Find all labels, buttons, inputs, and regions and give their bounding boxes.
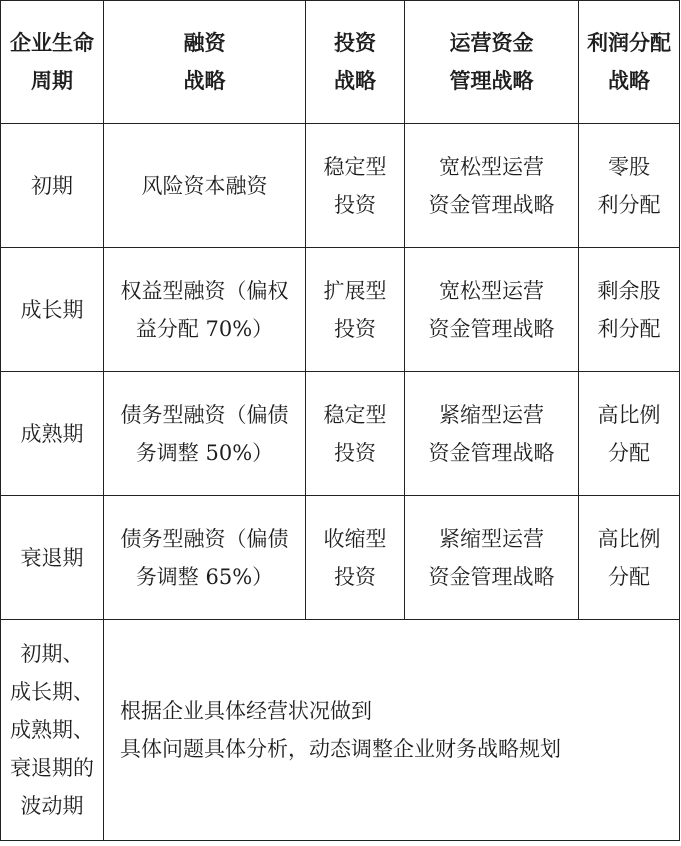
header-text: 管理战略 [449, 69, 534, 93]
cell-text: 债务型融资（偏债 [120, 402, 289, 427]
investment-cell [306, 124, 405, 248]
fluctuation-row [1, 620, 680, 841]
profit-distribution-cell [579, 248, 680, 372]
cell-text: 紧缩型运营 [439, 526, 544, 551]
financing-cell [104, 372, 306, 496]
cell-text: 波动期 [20, 794, 84, 818]
investment-cell [306, 372, 405, 496]
cell-text: 分配 [608, 440, 650, 465]
lifecycle-cell [1, 248, 104, 372]
lifecycle-cell [1, 496, 104, 620]
header-text: 战略 [608, 69, 650, 93]
cell-text: 剩余股 [597, 278, 661, 303]
financing-cell [104, 124, 306, 248]
header-investment [306, 1, 405, 124]
cell-text: 成熟期、 [10, 718, 94, 742]
cell-text: 根据企业具体经营状况做到 [120, 699, 372, 723]
cell-text: 成长期 [20, 297, 84, 322]
profit-distribution-cell [579, 124, 680, 248]
cell-text: 资金管理战略 [428, 316, 555, 341]
cell-text: 资金管理战略 [428, 564, 555, 589]
cell-text: 投资 [334, 316, 376, 341]
cell-text: 扩展型 [323, 278, 387, 303]
investment-cell [306, 496, 405, 620]
cell-text: 宽松型运营 [439, 278, 544, 303]
cell-text: 资金管理战略 [428, 192, 555, 217]
cell-text: 利分配 [597, 316, 661, 341]
cell-text: 债务型融资（偏债 [120, 526, 289, 551]
cell-text: 高比例 [597, 402, 661, 427]
cell-text: 成熟期 [20, 421, 84, 446]
fluctuation-note-cell [104, 620, 680, 841]
header-working-capital [405, 1, 579, 124]
working-capital-cell [405, 124, 579, 248]
cell-text: 投资 [334, 564, 376, 589]
header-financing [104, 1, 306, 124]
cell-text: 分配 [608, 564, 650, 589]
profit-distribution-cell [579, 372, 680, 496]
cell-text: 利分配 [597, 192, 661, 217]
header-text: 融资 [183, 31, 226, 55]
cell-text: 投资 [334, 192, 376, 217]
table-row [1, 248, 680, 372]
cell-text: 务调整 65%） [135, 564, 274, 589]
cell-text: 权益型融资（偏权 [120, 278, 289, 303]
header-row [1, 1, 680, 124]
cell-text: 稳定型 [323, 402, 387, 427]
header-text: 利润分配 [587, 31, 671, 55]
cell-text: 务调整 50%） [135, 440, 274, 465]
cell-text: 风险资本融资 [141, 173, 268, 198]
profit-distribution-cell [579, 496, 680, 620]
cell-text: 宽松型运营 [439, 154, 544, 179]
cell-text: 初期、 [20, 642, 84, 666]
table-row [1, 372, 680, 496]
working-capital-cell [405, 372, 579, 496]
cell-text: 收缩型 [323, 526, 387, 551]
cell-text: 具体问题具体分析，动态调整企业财务战略规划 [120, 737, 561, 761]
header-lifecycle [1, 1, 104, 124]
working-capital-cell [405, 248, 579, 372]
table-row [1, 124, 680, 248]
cell-text: 资金管理战略 [428, 440, 555, 465]
cell-text: 零股 [608, 154, 650, 179]
financing-cell [104, 248, 306, 372]
fluctuation-label-cell [1, 620, 104, 841]
cell-text: 投资 [334, 440, 376, 465]
header-profit-distribution [579, 1, 680, 124]
cell-text: 高比例 [597, 526, 661, 551]
cell-text: 成长期、 [10, 680, 94, 704]
cell-text: 稳定型 [323, 154, 387, 179]
header-text: 周期 [31, 69, 73, 93]
header-text: 战略 [334, 69, 376, 93]
financing-cell [104, 496, 306, 620]
lifecycle-cell [1, 124, 104, 248]
table-row [1, 496, 680, 620]
header-text: 战略 [183, 69, 226, 93]
header-text: 企业生命 [10, 31, 94, 55]
lifecycle-cell [1, 372, 104, 496]
cell-text: 初期 [31, 173, 73, 198]
investment-cell [306, 248, 405, 372]
header-text: 投资 [334, 31, 376, 55]
working-capital-cell [405, 496, 579, 620]
cell-text: 益分配 70%） [135, 316, 274, 341]
header-text: 运营资金 [449, 31, 534, 55]
cell-text: 紧缩型运营 [439, 402, 544, 427]
cell-text: 衰退期的 [10, 756, 94, 780]
cell-text: 衰退期 [20, 545, 84, 570]
